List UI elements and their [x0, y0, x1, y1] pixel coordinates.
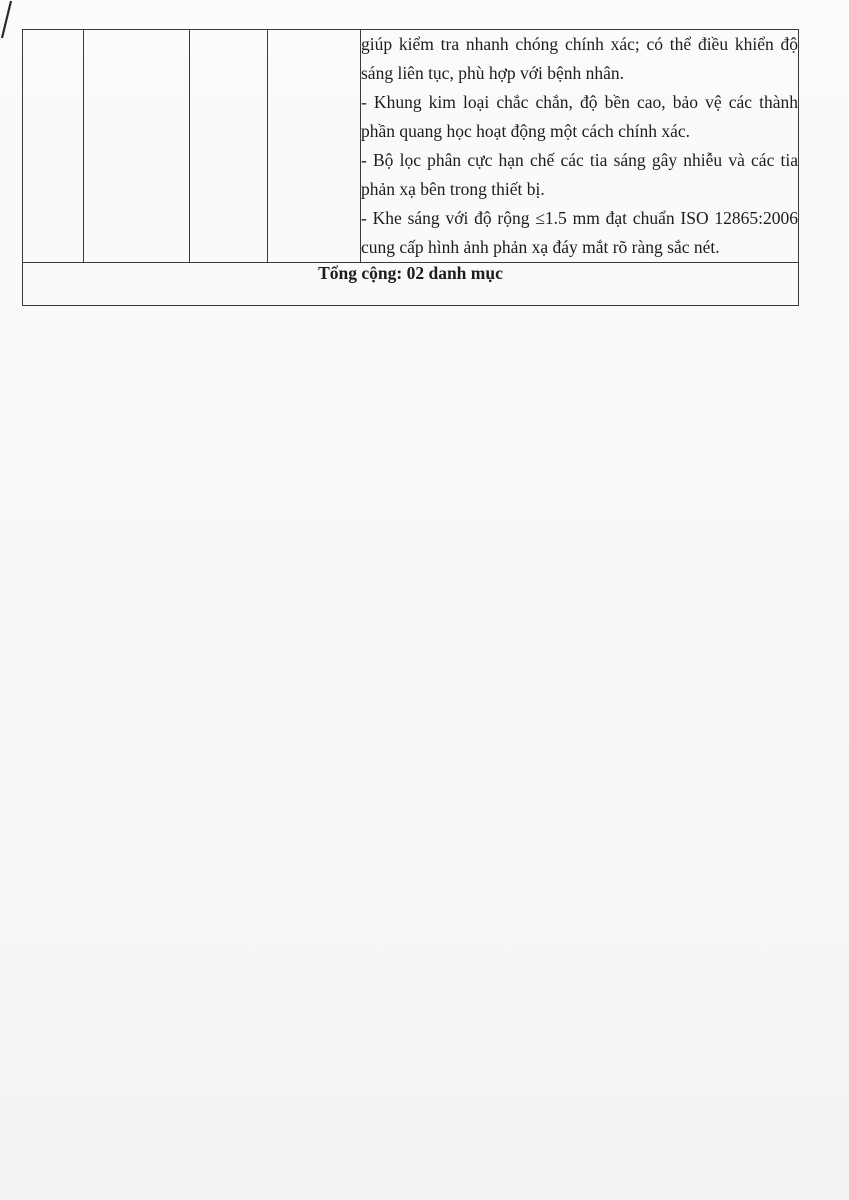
description-cell [361, 30, 799, 263]
pen-stroke-mark [0, 0, 20, 40]
quantity-cell [268, 30, 361, 263]
table-row [23, 30, 799, 263]
total-row [23, 263, 799, 306]
description-paragraph: - Khe sáng với độ rộng ≤1.5 mm đạt chuẩn ISO 12865:2006 cung cấp hình ảnh phản xạ đáy mắt rõ ràng sắc nét. [361, 208, 798, 257]
description-paragraph: - Khung kim loại chắc chắn, độ bền cao, bảo vệ các thành phần quang học hoạt động một cách chính xác. [361, 92, 798, 141]
index-cell [23, 30, 84, 263]
description-paragraph: - Bộ lọc phân cực hạn chế các tia sáng gây nhiễu và các tia phản xạ bên trong thiết bị. [361, 150, 798, 199]
description-paragraph: giúp kiểm tra nhanh chóng chính xác; có thể điều khiển độ sáng liên tục, phù hợp với bệnh nhân. [361, 34, 798, 83]
name-cell [84, 30, 190, 263]
total-label: Tổng cộng: 02 danh mục [23, 263, 799, 306]
equipment-spec-table [22, 29, 799, 306]
unit-cell [190, 30, 268, 263]
